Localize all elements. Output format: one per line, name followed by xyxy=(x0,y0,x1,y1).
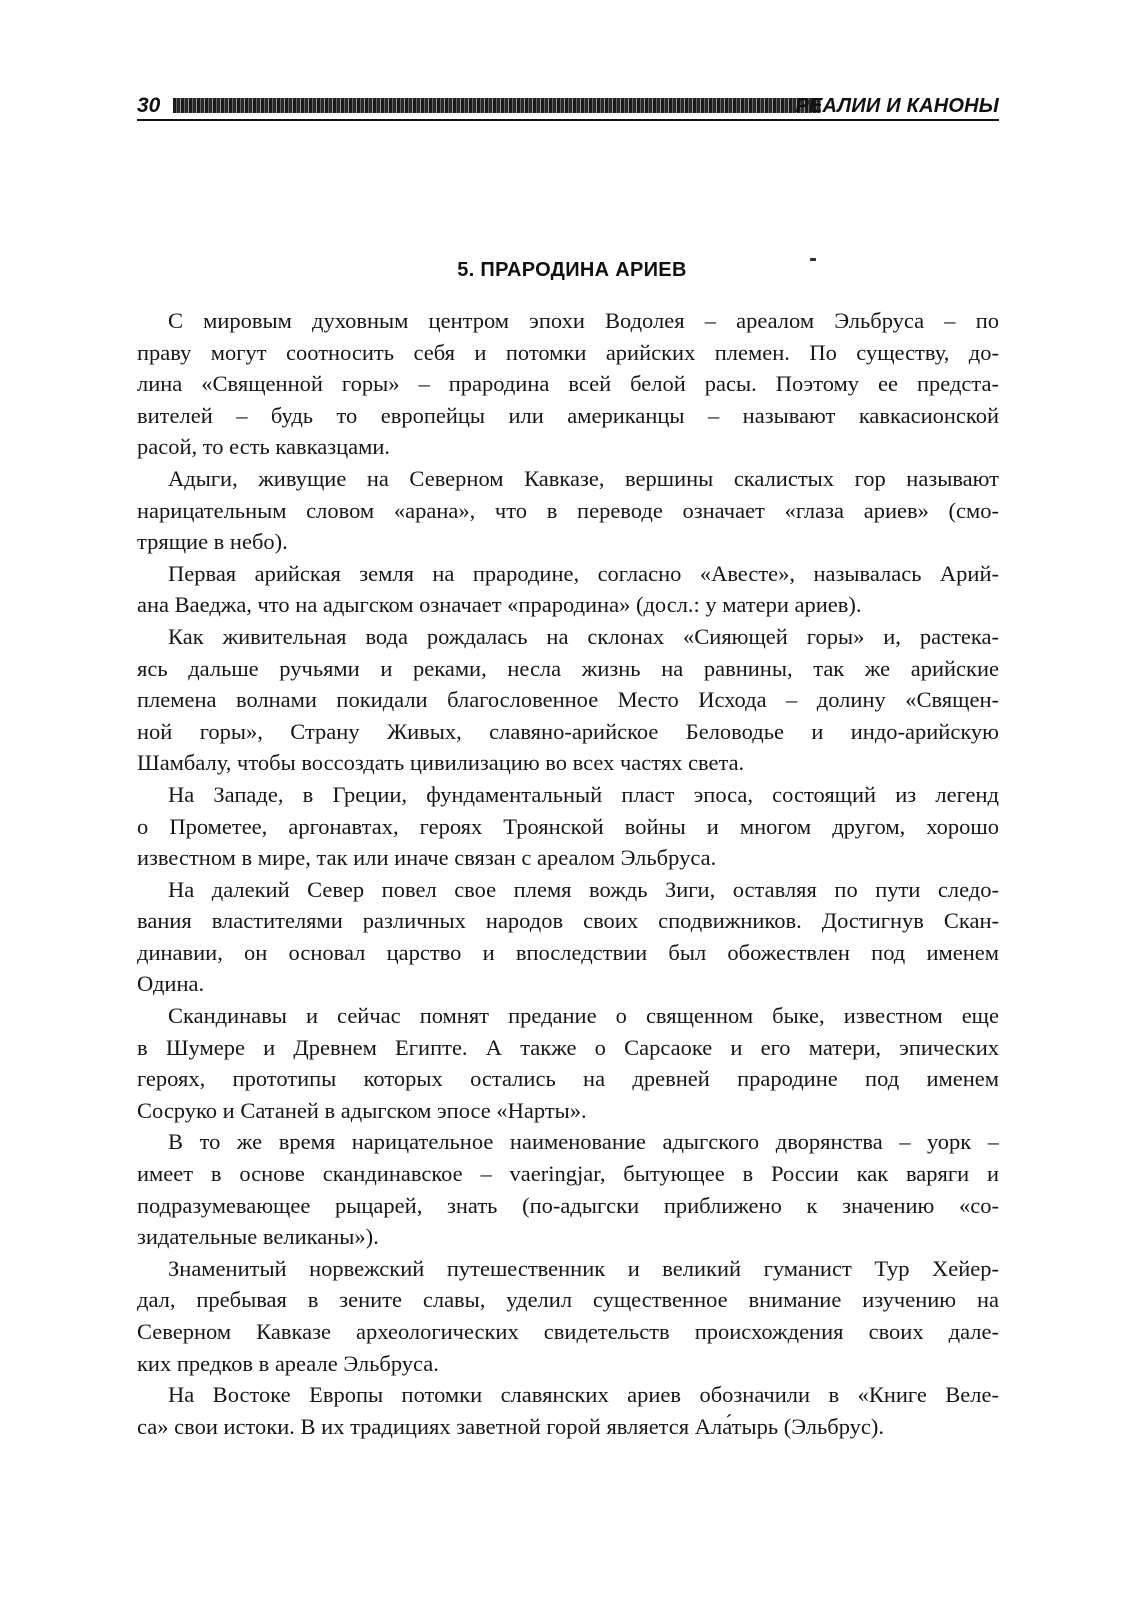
text-line: племена волнами покидали благословенное Место Исхода – долину «Священ- xyxy=(137,687,999,713)
text-line: динавии, он основал царство и впоследствии был обожествлен под именем xyxy=(137,939,999,965)
text-line: На далекий Север повел свое племя вождь Зиги, оставляя по пути следо- xyxy=(168,876,999,902)
text-line: ана Ваеджа, что на адыгском означает «прародина» (досл.: у матери ариев). xyxy=(137,592,862,618)
text-line: ких предков в ареале Эльбруса. xyxy=(137,1350,439,1376)
text-line: зидательные великаны»). xyxy=(137,1224,379,1250)
paragraph xyxy=(137,1379,999,1442)
paragraph xyxy=(137,1126,999,1252)
text-line: вания властителями различных народов своих сподвижников. Достигнув Скан- xyxy=(137,908,999,934)
text-line: На Западе, в Греции, фундаментальный пласт эпоса, состоящий из легенд xyxy=(168,781,999,807)
text-line: ной горы», Страну Живых, славяно-арийское Беловодье и индо-арийскую xyxy=(137,718,999,744)
section-title: 5. ПРАРОДИНА АРИЕВ xyxy=(457,259,687,281)
header-rule xyxy=(137,119,999,121)
text-line: известном в мире, так или иначе связан с ареалом Эльбруса. xyxy=(137,845,717,871)
text-line: Знаменитый норвежский путешественник и великий гуманист Тур Хейер- xyxy=(168,1255,999,1281)
text-line: С мировым духовным центром эпохи Водолея – ареалом Эльбруса – по xyxy=(168,308,999,333)
paragraph xyxy=(137,874,999,1000)
text-line: Шамбалу, чтобы воссоздать цивилизацию во всех частях света. xyxy=(137,750,745,776)
text-line: расой, то есть кавказцами. xyxy=(137,434,391,460)
text-line: лина «Священной горы» – прародина всей белой расы. Поэтому ее предста- xyxy=(137,371,999,397)
text-line: вителей – будь то европейцы или американцы – называют кавкасионской xyxy=(137,402,999,428)
running-head xyxy=(137,92,999,122)
paragraph xyxy=(137,779,999,874)
text-line: Скандинавы и сейчас помнят предание о священном быке, известном еще xyxy=(168,1003,999,1029)
page-number: 30 xyxy=(137,94,161,117)
text-line: в Шумере и Древнем Египте. А также о Сарсаоке и его матери, эпических xyxy=(137,1034,999,1060)
text-line: Северном Кавказе археологических свидетельств происхождения своих дале- xyxy=(137,1319,999,1344)
running-title: РЕАЛИИ И КАНОНЫ xyxy=(795,95,999,117)
paragraph xyxy=(137,463,999,558)
text-line: Сосруко и Сатаней в адыгском эпосе «Нарты». xyxy=(137,1097,587,1123)
text-line: На Востоке Европы потомки славянских ариев обозначили в «Книге Веле- xyxy=(168,1382,999,1408)
text-line: праву могут соотносить себя и потомки арийских племен. По существу, до- xyxy=(137,339,999,365)
text-line: Адыги, живущие на Северном Кавказе, вершины скалистых гор называют xyxy=(168,465,999,491)
decorative-header-bar xyxy=(173,98,821,113)
paragraph xyxy=(137,1000,999,1126)
text-line: трящие в небо). xyxy=(137,529,288,555)
paragraph xyxy=(137,558,999,621)
text-line: В то же время нарицательное наименование адыгского дворянства – уорк – xyxy=(168,1129,999,1155)
paragraph xyxy=(137,621,999,779)
text-line: ясь дальше ручьями и реками, несла жизнь на равнины, так же арийские xyxy=(137,655,999,681)
text-line: подразумевающее рыцарей, знать (по-адыгски приближено к значению «со- xyxy=(137,1192,999,1218)
body-text xyxy=(137,305,999,1442)
text-line: героях, прототипы которых остались на древней прародине под именем xyxy=(137,1066,999,1092)
text-line: Одина. xyxy=(137,971,205,997)
text-line: са» свои истоки. В их традициях заветной горой является Ала́тырь (Эльбрус). xyxy=(137,1413,885,1439)
paragraph xyxy=(137,305,999,463)
scan-speck xyxy=(810,258,816,261)
text-line: Первая арийская земля на прародине, согласно «Авесте», называлась Арий- xyxy=(168,560,999,586)
text-line: о Прометее, аргонавтах, героях Троянской войны и многом другом, хорошо xyxy=(137,813,999,839)
text-line: имеет в основе скандинавское – vaeringjar, бытующее в России как варяги и xyxy=(137,1161,999,1187)
paragraph xyxy=(137,1253,999,1379)
text-line: дал, пребывая в зените славы, уделил существенное внимание изучению на xyxy=(137,1287,999,1313)
text-line: нарицательным словом «арана», что в переводе означает «глаза ариев» (смо- xyxy=(137,497,999,523)
text-line: Как живительная вода рождалась на склонах «Сияющей горы» и, растека- xyxy=(168,623,999,649)
